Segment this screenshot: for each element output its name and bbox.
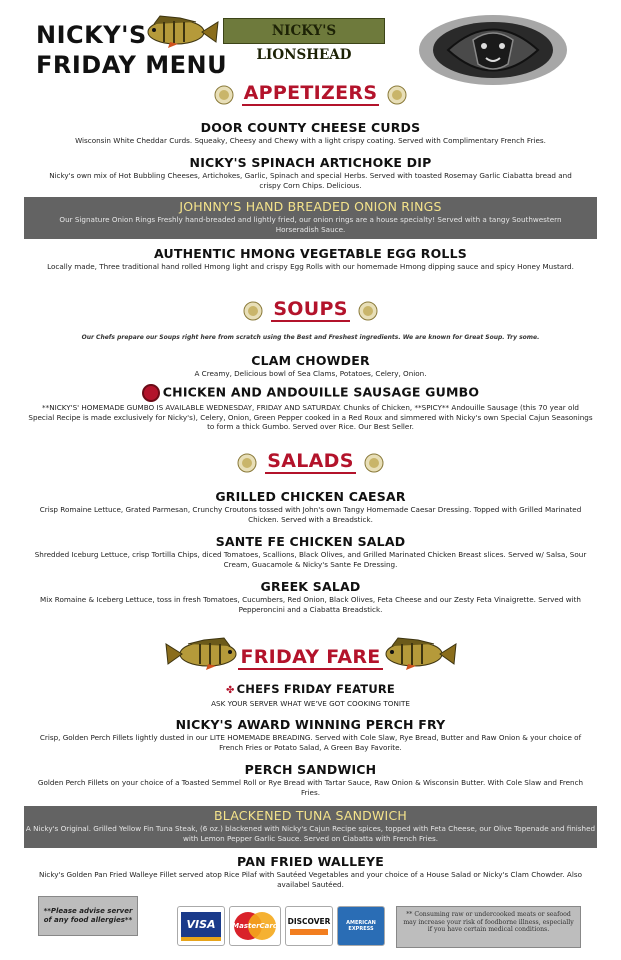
item-description: A Nicky's Original. Grilled Yellow Fin Tuna Steak, (6 oz.) blackened with Nicky's Cajun Recipe spices, topped with Feta Cheese, our Olive Topenade and finished with Lemon Pepper Garlic Sauce. Served on Ciabatta with French Fries. (25, 824, 596, 843)
menu-item (28, 120, 593, 146)
item-title: AUTHENTIC HMONG VEGETABLE EGG ROLLS (154, 246, 467, 261)
item-title: CLAM CHOWDER (251, 353, 370, 368)
menu-item (28, 534, 593, 569)
item-title: NICKY'S SPINACH ARTICHOKE DIP (189, 155, 432, 170)
nickys-badge-icon (243, 298, 263, 322)
item-description: Nicky's Golden Pan Fried Walleye Fillet served atop Rice Pilaf with Sautéed Vegetables and your choice of a House Salad or Nicky's Clam Chowder. Also availabel Sautéed. (39, 870, 582, 889)
lionshead-brand-box: NICKY'S LIONSHEAD (223, 18, 385, 44)
title-line-2: FRIDAY MENU (36, 51, 228, 79)
menu-item (28, 384, 593, 432)
mastercard-label: MasterCard (232, 922, 278, 930)
item-title: GREEK SALAD (260, 579, 361, 594)
nickys-badge-icon (387, 82, 407, 106)
menu-item (28, 717, 593, 752)
amex-label: AMERICAN EXPRESS (346, 920, 376, 932)
visa-label: VISA (181, 912, 221, 941)
salads-header (0, 450, 621, 474)
salads-label: SALADS (267, 450, 354, 472)
appetizers-label: APPETIZERS (243, 82, 378, 104)
highlighted-menu-item (24, 806, 597, 848)
visa-card-icon (177, 906, 225, 946)
friday-fare-label: FRIDAY FARE (240, 646, 381, 668)
menu-item (28, 854, 593, 889)
soups-header (0, 298, 621, 322)
amex-card-icon (337, 906, 385, 946)
item-title: NICKY'S AWARD WINNING PERCH FRY (175, 717, 446, 732)
menu-item (28, 489, 593, 524)
menu-item (28, 762, 593, 797)
item-title: SANTE FE CHICKEN SALAD (215, 534, 406, 549)
star-icon: ✤ (226, 685, 235, 696)
title-line-1: NICKY'S (36, 21, 147, 49)
gumbo-title-text: CHICKEN AND ANDOUILLE SAUSAGE GUMBO (162, 384, 480, 400)
item-description: Our Signature Onion Rings Freshly hand-breaded and lightly fried, our onion rings are a house specialty! Served with a tangy Southwestern Horseradish Sauce. (59, 215, 562, 234)
menu-item (28, 579, 593, 614)
item-title (28, 682, 593, 698)
menu-item (28, 246, 593, 272)
friday-fare-header (0, 646, 621, 670)
feature-title-text: CHEFS FRIDAY FEATURE (236, 682, 395, 696)
perch-fish-icon (378, 634, 458, 674)
item-title (28, 384, 593, 402)
soups-label: SOUPS (273, 298, 348, 320)
item-title: PERCH SANDWICH (244, 762, 377, 777)
mastercard-icon (229, 906, 281, 946)
highlighted-menu-item (24, 197, 597, 239)
item-description: Locally made, Three traditional hand rolled Hmong light and crispy Egg Rolls with our homemade Hmong dipping sauce and spicy Honey Mustard. (47, 262, 574, 271)
nickys-badge-icon (358, 298, 378, 322)
item-title: DOOR COUNTY CHEESE CURDS (200, 120, 421, 135)
item-title: GRILLED CHICKEN CAESAR (215, 489, 406, 504)
allergy-notice: **Please advise server of any food allergies** (38, 896, 138, 936)
item-description: Mix Romaine & Iceberg Lettuce, toss in fresh Tomatoes, Cucumbers, Red Onion, Black Olives, Feta Cheese and our Zesty Feta Vinaigrette. Served with Pepperoncini and a Ciabatta Breadstick. (40, 595, 581, 614)
gumbo-bowl-icon (142, 384, 160, 402)
item-description: Crisp, Golden Perch Fillets lightly dusted in our LITE HOMEMADE BREADING. Served with Cole Slaw, Rye Bread, Butter and Raw Onion & your choice of French Fries or Potato Salad, A Green Bay Favorite. (39, 733, 582, 752)
discover-label: DISCOVER (287, 917, 331, 926)
item-description: Shredded Iceburg Lettuce, crisp Tortilla Chips, diced Tomatoes, Scallions, Black Olives, and Grilled Marinated Chicken Breast slices. Served w/ Salsa, Sour Cream, Guacamole & Nicky's Sante Fe Dressing. (34, 550, 587, 569)
item-description: Nicky's own mix of Hot Bubbling Cheeses, Artichokes, Garlic, Spinach and special Herbs. Served with toasted Rosemay Garlic Ciabatta bread and crispy Corn Chips. Delicious. (49, 171, 572, 190)
item-title: JOHNNY'S HAND BREADED ONION RINGS (179, 199, 442, 214)
item-description: Wisconsin White Cheddar Curds. Squeaky, Cheesy and Chewy with a light crispy coating. Served with Complimentary French Fries. (75, 136, 546, 145)
discover-stripe (290, 929, 328, 935)
item-description: ASK YOUR SERVER WHAT WE'VE GOT COOKING TONITE (211, 699, 410, 708)
discover-card-icon (285, 906, 333, 946)
item-description: **NICKY'S' HOMEMADE GUMBO IS AVAILABLE WEDNESDAY, FRIDAY AND SATURDAY. Chunks of Chicken, **SPICY** Andouille Sausage (this 70 year old Special Recipe is made exclusively for Nicky's), Celery, Onion, Green Pepper cooked in a Red Roux and simmered with Nicky's own Special Cajun Seasonings to form a thick Gumbo. Served over Rice. Our Best Seller. (28, 403, 593, 431)
item-description: A Creamy, Delicious bowl of Sea Clams, Potatoes, Celery, Onion. (194, 369, 427, 378)
chefs-feature (28, 682, 593, 709)
raw-food-warning: ** Consuming raw or undercooked meats or seafood may increase your risk of foodborne illness, especially if you have certain medical conditions. (396, 906, 581, 948)
item-title: PAN FRIED WALLEYE (237, 854, 384, 869)
soups-note: Our Chefs prepare our Soups right here from scratch using the Best and Freshest ingredients. We are known for Great Soup. Try some. (81, 334, 540, 341)
item-title: BLACKENED TUNA SANDWICH (214, 808, 407, 823)
perch-fish-icon (140, 12, 220, 52)
nickys-badge-icon (237, 450, 257, 474)
menu-item (28, 353, 593, 379)
menu-item (28, 155, 593, 190)
item-description: Crisp Romaine Lettuce, Grated Parmesan, Crunchy Croutons tossed with John's own Tangy Homemade Caesar Dressing. Topped with Grilled Marinated Chicken. Served with a Breadstick. (39, 505, 582, 524)
lion-head-logo (418, 14, 568, 86)
nickys-badge-icon (214, 82, 234, 106)
appetizers-header (0, 82, 621, 106)
nickys-badge-icon (364, 450, 384, 474)
item-description: Golden Perch Fillets on your choice of a Toasted Semmel Roll or Rye Bread with Tartar Sauce, Raw Onion & Wisconsin Butter. With Cole Slaw and French Fries. (37, 778, 584, 797)
